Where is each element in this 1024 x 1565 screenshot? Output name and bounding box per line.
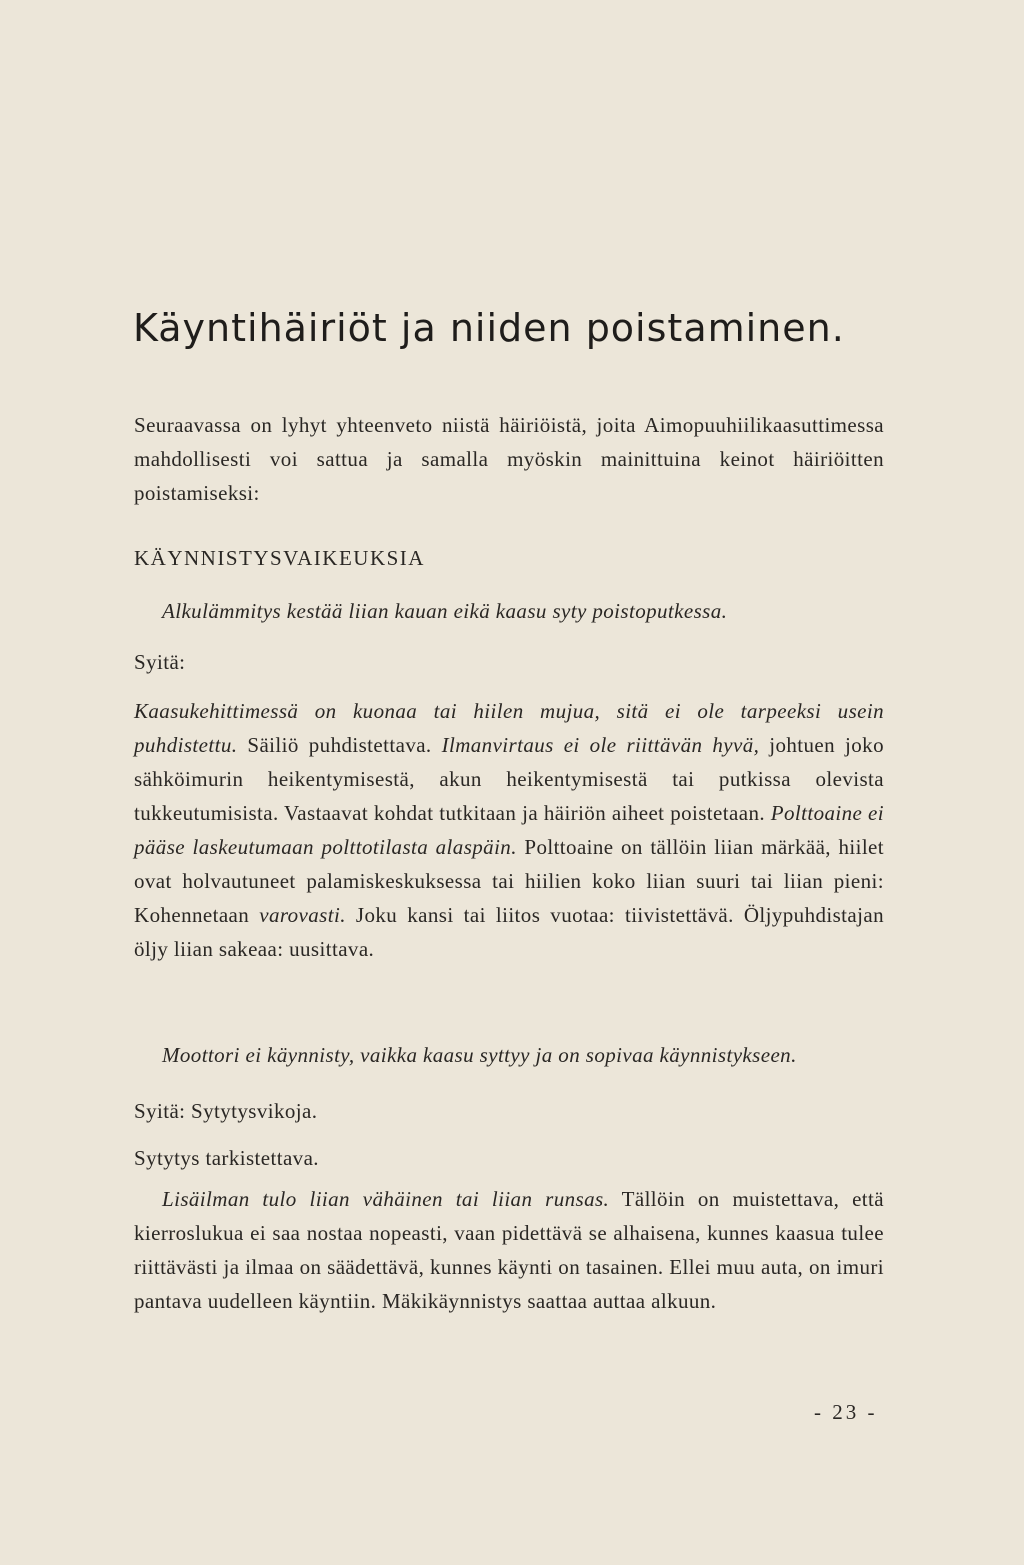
cause-italic-5: Lisäilman tulo liian vähäinen tai liian runsas. bbox=[162, 1187, 610, 1211]
section-heading: KÄYNNISTYSVAIKEUKSIA bbox=[134, 546, 425, 570]
cause-text-4: Joku kansi tai liitos vuotaa: tiivistettävä. Öljypuhdistajan öljy liian sakeaa: uusittava. bbox=[134, 903, 884, 961]
cause-text-3: Polttoaine on tällöin liian märkää, hiilet ovat holvautuneet palamiskeskuksessa tai hiilien koko liian suuri tai liian pieni: Kohennetaan bbox=[134, 835, 885, 927]
causes-label-1: Syitä: bbox=[134, 650, 186, 674]
page-title: Käyntihäiriöt ja niiden poistaminen. bbox=[133, 306, 845, 350]
causes-paragraph-1 bbox=[134, 694, 884, 966]
page-number: - 23 - bbox=[814, 1400, 878, 1424]
cause-italic-1: Kaasukehittimessä on kuonaa tai hiilen mujua, sitä ei ole tarpeeksi usein puhdistettu. bbox=[134, 699, 884, 757]
causes-paragraph-2 bbox=[134, 1182, 884, 1318]
problem-heading-2: Moottori ei käynnisty, vaikka kaasu syttyy ja on sopivaa käynnistykseen. bbox=[162, 1043, 797, 1067]
cause-italic-4: varovasti. bbox=[259, 903, 346, 927]
cause-italic-2: Ilmanvirtaus ei ole riittävän hyvä, bbox=[441, 733, 760, 757]
cause-text-5: Tällöin on muistettava, että kierroslukua ei saa nostaa nopeasti, vaan pidettävä se alhaisena, kunnes kaasua tulee riittävästi ja ilmaa on säädettävä, kunnes käynti on tasainen. Ellei muu auta, on imuri pantava uudelleen käyntiin. Mäkikäynnistys saattaa auttaa alkuun. bbox=[134, 1187, 884, 1313]
check-line: Sytytys tarkistettava. bbox=[134, 1146, 319, 1170]
cause-italic-3: Polttoaine ei pääse laskeutumaan polttotilasta alaspäin. bbox=[134, 801, 885, 859]
causes-line-2: Syitä: Sytytysvikoja. bbox=[134, 1099, 318, 1123]
intro-paragraph: Seuraavassa on lyhyt yhteenveto niistä häiriöistä, joita Aimopuuhiilikaasuttimessa mahdollisesti voi sattua ja samalla myöskin mainittuina keinot häiriöitten poistamiseksi: bbox=[134, 413, 884, 505]
cause-text-1: Säiliö puhdistettava. bbox=[237, 733, 442, 757]
problem-heading-1: Alkulämmitys kestää liian kauan eikä kaasu syty poistoputkessa. bbox=[162, 599, 728, 623]
cause-text-2: johtuen joko sähköimurin heikentymisestä, akun heikentymisestä tai putkissa olevista tukkeutumisista. Vastaavat kohdat tutkitaan ja häiriön aiheet poistetaan. bbox=[134, 733, 884, 825]
